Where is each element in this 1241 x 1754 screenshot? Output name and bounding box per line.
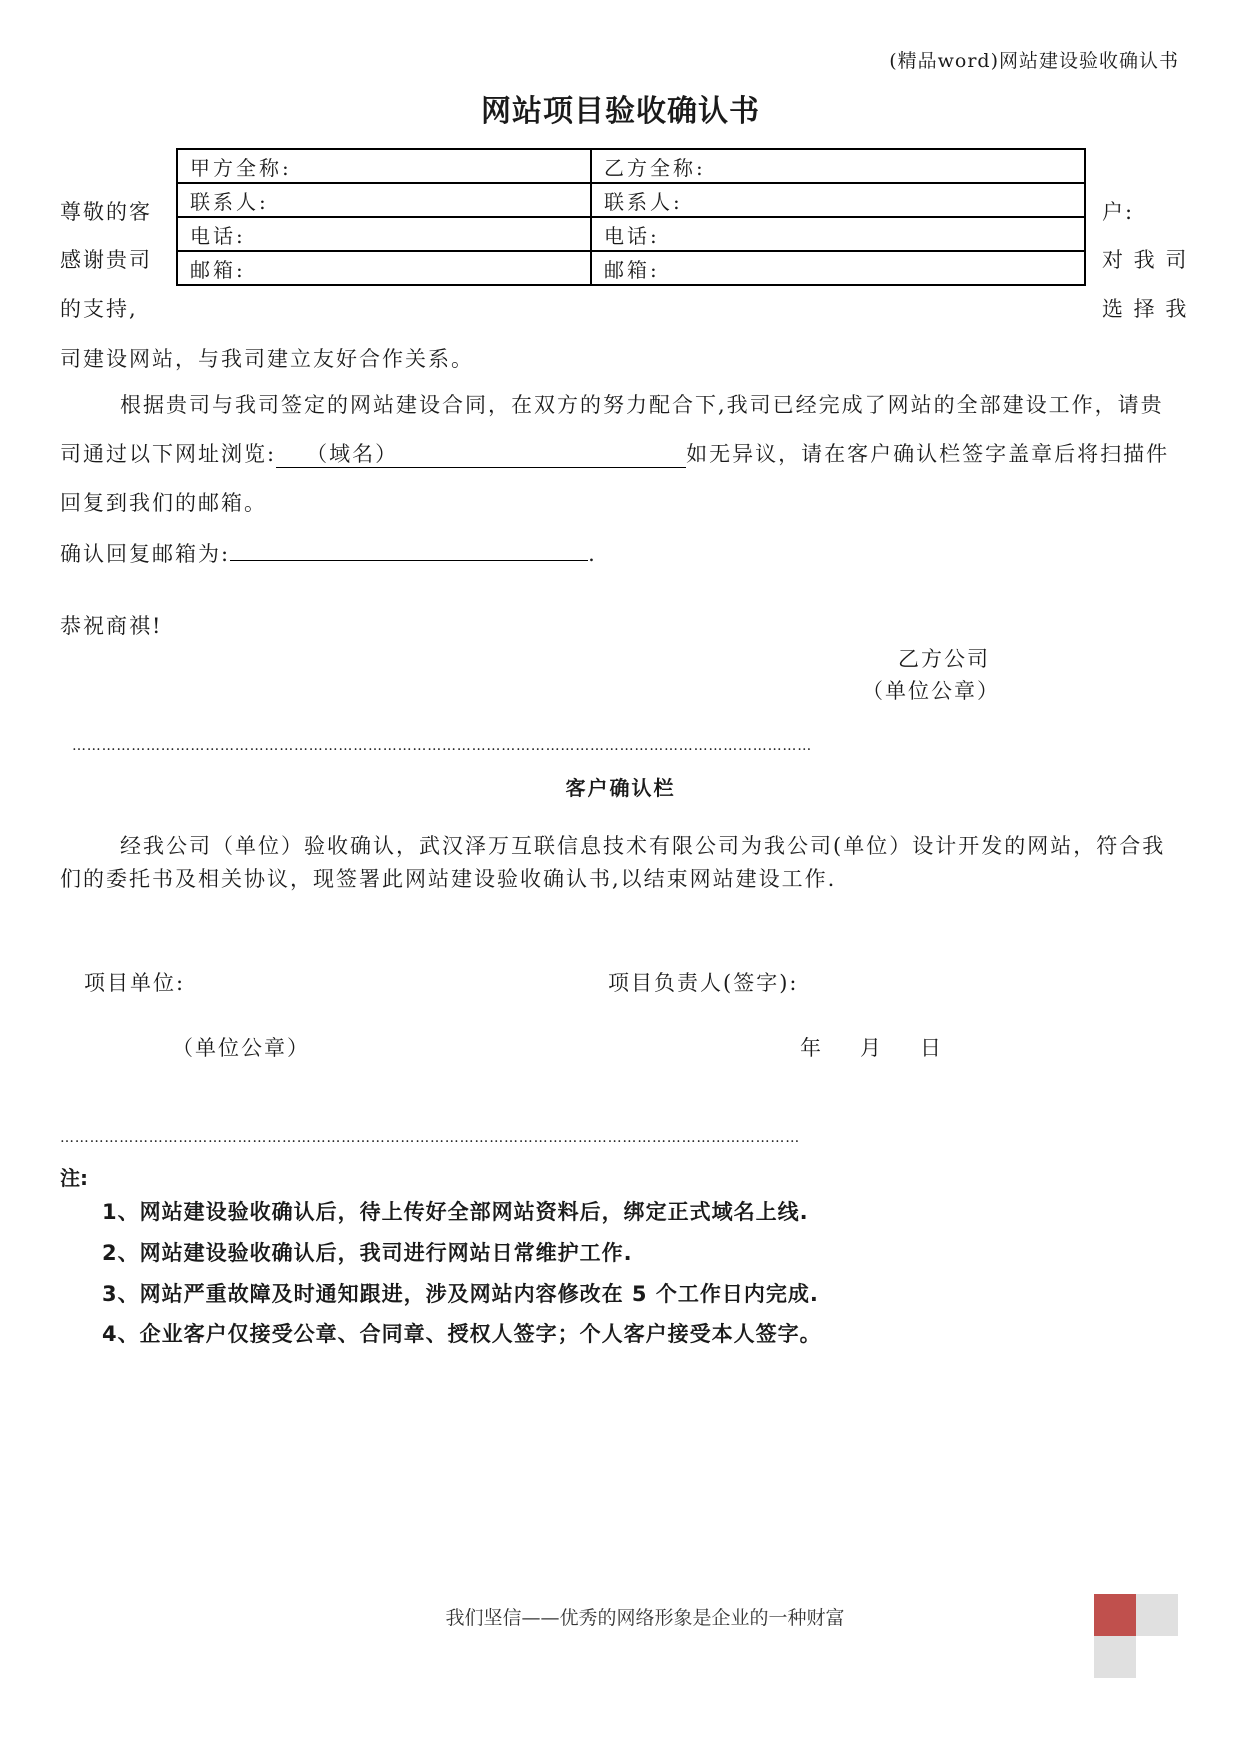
greeting-left-line-3: 的支持, — [60, 297, 138, 321]
party-b-name-cell: 乙方全称: — [591, 149, 1085, 183]
table-row — [177, 149, 1085, 183]
header-note: (精品word)网站建设验收确认书 — [889, 50, 1179, 72]
notes-label: 注: — [60, 1166, 88, 1190]
unit-seal-label: （单位公章） — [172, 1036, 310, 1060]
table-row — [177, 183, 1085, 217]
reply-email-line — [60, 538, 597, 568]
closing-text: 恭祝商祺! — [60, 614, 163, 638]
party-b-company: 乙方公司 — [898, 647, 990, 671]
document-title: 网站项目验收确认书 — [481, 94, 760, 129]
main-paragraph — [60, 381, 1180, 528]
greeting-right-line-3: 选 择 我 — [1102, 297, 1189, 321]
date-day-label: 日 — [920, 1036, 943, 1060]
greeting-left-line-1: 尊敬的客 — [60, 200, 152, 224]
greeting-right-line-2: 对 我 司 — [1102, 248, 1189, 272]
note-item-3: 3、网站严重故障及时通知跟进，涉及网站内容修改在 5 个工作日内完成. — [102, 1282, 819, 1306]
domain-field — [276, 441, 686, 468]
greeting-left-line-2: 感谢贵司 — [60, 248, 152, 272]
decor-square-gray-1 — [1136, 1594, 1178, 1636]
project-unit-label: 项目单位: — [84, 971, 186, 995]
party-a-phone-cell: 电话: — [177, 217, 591, 251]
party-a-email-cell: 邮箱: — [177, 251, 591, 285]
separator-line-1: …………………………………………………………………………………………………………………………………… — [72, 738, 812, 754]
project-leader-label: 项目负责人(签字): — [608, 971, 799, 995]
party-b-seal: （单位公章） — [862, 679, 1000, 703]
note-item-4: 4、企业客户仅接受公章、合同章、授权人签字；个人客户接受本人签字。 — [102, 1322, 822, 1346]
note-item-2: 2、网站建设验收确认后，我司进行网站日常维护工作. — [102, 1241, 633, 1265]
date-month-label: 月 — [860, 1036, 883, 1060]
reply-email-label: 确认回复邮箱为: — [60, 542, 231, 566]
separator-line-2: …………………………………………………………………………………………………………………………………… — [60, 1130, 800, 1146]
customer-confirmation-text: 经我公司（单位）验收确认，武汉泽万互联信息技术有限公司为我公司(单位）设计开发的网站，符合我们的委托书及相关协议，现签署此网站建设验收确认书,以结束网站建设工作. — [60, 834, 1166, 891]
decor-square-gray-2 — [1094, 1636, 1136, 1678]
party-a-contact-cell: 联系人: — [177, 183, 591, 217]
decor-square-red — [1094, 1594, 1136, 1636]
customer-section-title: 客户确认栏 — [565, 776, 676, 800]
greeting-continuation: 司建设网站，与我司建立友好合作关系。 — [60, 347, 474, 371]
reply-email-end: . — [588, 542, 597, 566]
party-b-email-cell: 邮箱: — [591, 251, 1085, 285]
table-row — [177, 217, 1085, 251]
footer-slogan: 我们坚信——优秀的网络形象是企业的一种财富 — [445, 1607, 845, 1629]
reply-email-field — [230, 560, 588, 561]
party-info-table — [176, 148, 1086, 286]
greeting-right-line-1: 户: — [1102, 200, 1135, 224]
domain-placeholder: （域名） — [306, 442, 399, 466]
party-b-phone-cell: 电话: — [591, 217, 1085, 251]
party-a-name-cell: 甲方全称: — [177, 149, 591, 183]
date-year-label: 年 — [800, 1036, 823, 1060]
party-b-contact-cell: 联系人: — [591, 183, 1085, 217]
table-row — [177, 251, 1085, 285]
main-paragraph-part2: 如无异议，请在客户确认栏签字盖章后将扫描件回复到我们的邮箱。 — [60, 442, 1170, 515]
note-item-1: 1、网站建设验收确认后，待上传好全部网站资料后，绑定正式域名上线. — [102, 1200, 809, 1224]
main-paragraph-part1: 根据贵司与我司签定的网站建设合同，在双方的努力配合下,我司已经完成了网站的全部建设工作，请贵司通过以下网址浏览: — [60, 393, 1164, 466]
